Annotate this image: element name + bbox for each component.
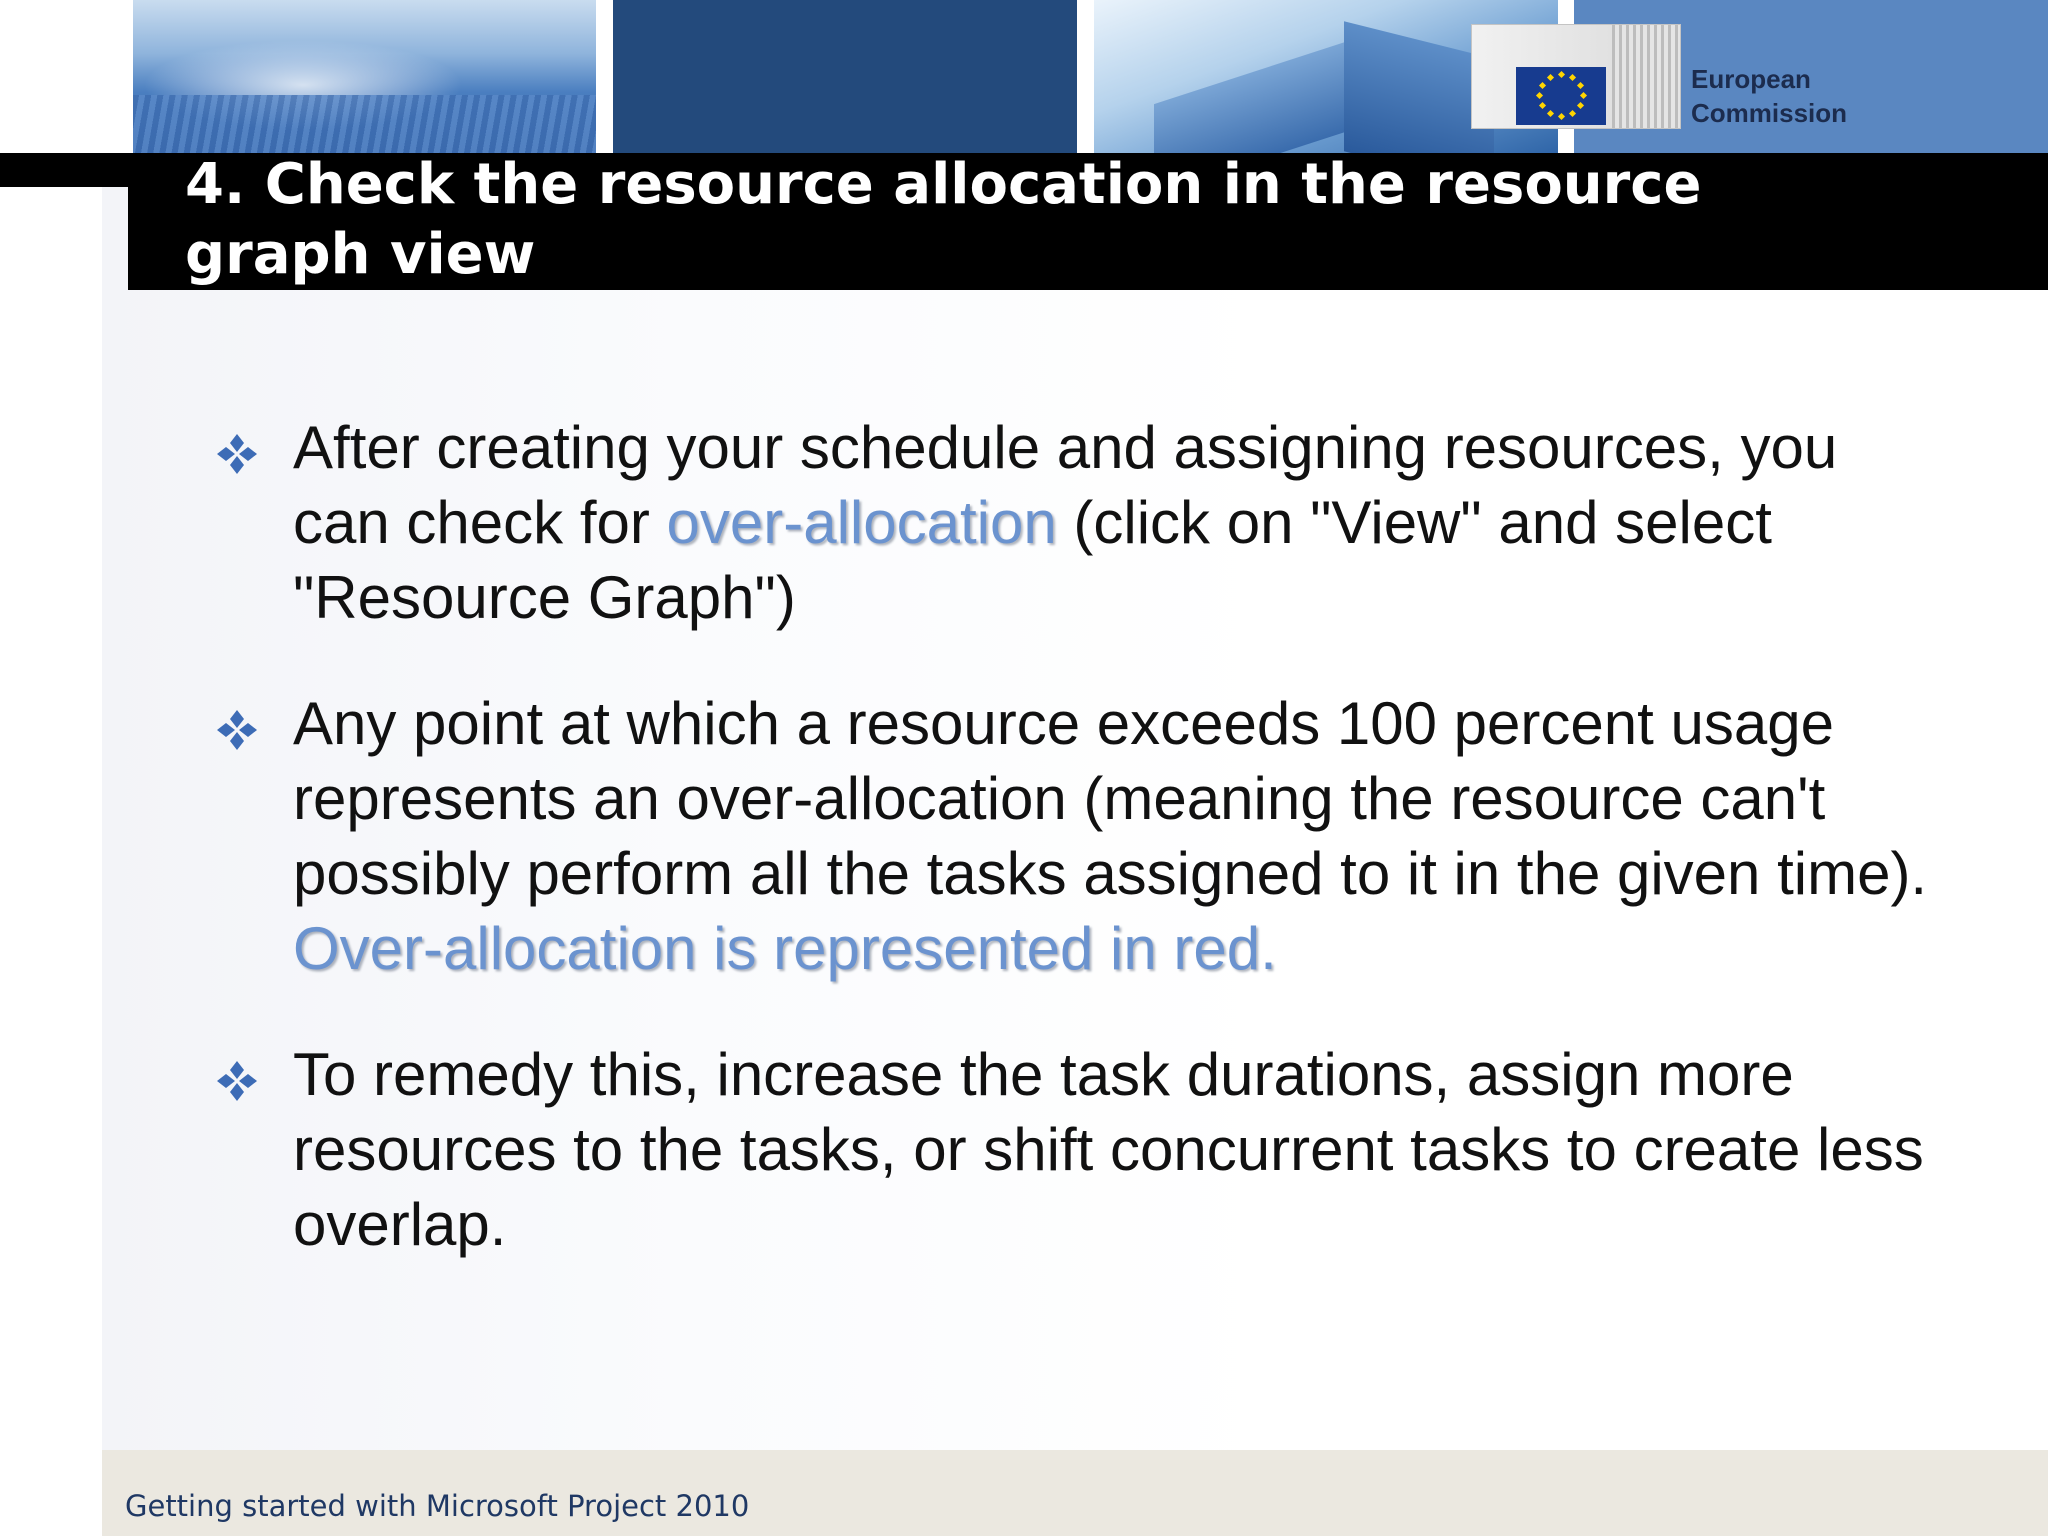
diamond-bullet-icon: [215, 708, 259, 752]
title-bar-accent: [0, 153, 128, 187]
banner-photo-keyboard: [133, 0, 596, 153]
logo-line-1: European: [1691, 64, 1811, 94]
eu-flag-icon: [1516, 67, 1606, 125]
diamond-bullet-icon: [215, 432, 259, 476]
logo-line-2: Commission: [1691, 98, 1848, 128]
bullet-text: Any point at which a resource exceeds 100 percent usage represents an over-allocation (meaning the resource can't possibly perform all the tasks assigned to it in the given time).: [293, 690, 1928, 907]
bullet-text: To remedy this, increase the task durations, assign more resources to the tasks, or shift concurrent tasks to create less overlap.: [293, 1041, 1924, 1258]
bullet-highlight: over-allocation: [666, 489, 1057, 556]
logo-text: [1691, 62, 1847, 130]
diamond-bullet-icon: [215, 1059, 259, 1103]
footer-text: Getting started with Microsoft Project 2010: [125, 1489, 750, 1523]
bullet-text: After creating your schedule and assigning resources, you can check for: [293, 414, 1838, 556]
bullet-list: [215, 410, 1935, 1313]
european-commission-logo: [1471, 24, 1921, 129]
banner-panel-navy: [613, 0, 1077, 153]
bullet-item: [215, 686, 1935, 986]
slide-title: 4. Check the resource allocation in the resource graph view: [185, 152, 1702, 287]
bullet-text-after: (click on "View" and select "Resource Graph"): [293, 489, 1772, 631]
bullet-item: [215, 410, 1935, 635]
commission-building-icon: [1471, 24, 1681, 129]
bullet-highlight: Over-allocation is represented in red.: [293, 915, 1277, 982]
bullet-item: [215, 1037, 1935, 1262]
